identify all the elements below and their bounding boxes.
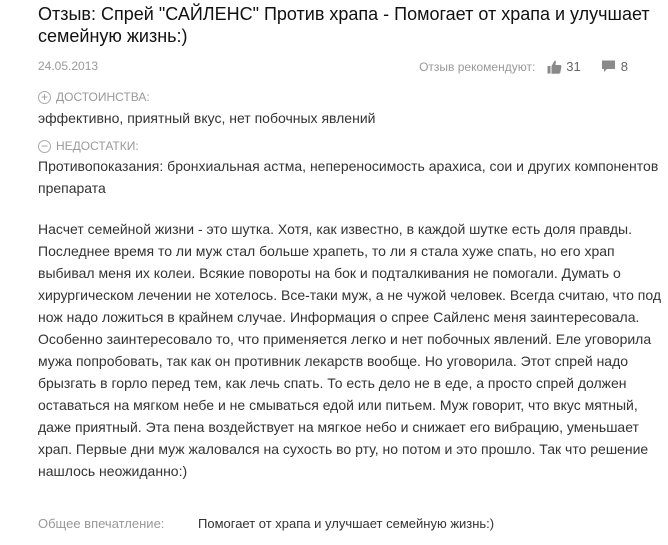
pros-text: эффективно, приятный вкус, нет побочных явлений (38, 110, 376, 126)
thumbs-up-icon (547, 60, 562, 74)
plus-circle-icon: + (38, 91, 51, 104)
pros-label: ДОСТОИНСТВА: (56, 90, 150, 104)
review-meta (38, 56, 668, 76)
recommend-block (419, 59, 628, 74)
cons-label: НЕДОСТАТКИ: (56, 139, 139, 153)
overall-label: Общее впечатление: (38, 516, 165, 531)
comments-count: 8 (620, 59, 628, 74)
cons-text: Противопоказания: бронхиальная астма, непереносимость арахиса, сои и других компонентов препарата (38, 158, 659, 196)
comment-icon (601, 60, 616, 73)
review-body: Насчет семейной жизни - это шутка. Хотя, как известно, в каждой шутке есть доля правды. Последнее время то ли муж стал больше храпеть, то ли я стала хуже спать, но его храп выбивал меня их колеи. Всякие повороты на бок и подталкивания не помогали. Думать о хирургическом лечении не хотелось. Все-таки муж, а не чужой человек. Всегда считаю, что под нож надо ложиться в крайнем случае. Информация о спрее Сайленс меня заинтересовала. Особенно заинтересовало то, что применяется легко и нет побочных явлений. Еле уговорила мужа попробовать, так как он противник лекарств вообще. Но уговорила. Этот спрей надо брызгать в горло перед тем, как лечь спать. То есть дело не в еде, а просто спрей должен оставаться на мягком небе и не смываться едой или питьем. Муж говорит, что вкус мятный, даже приятный. Эта пена воздействует на мягкое небо и снижает его вибрацию, уменьшает храп. Первые дни муж жаловался на сухость во рту, но потом и это прошло. Так что решение нашлось неожиданно:) (38, 221, 662, 479)
review-date: 24.05.2013 (38, 59, 99, 73)
likes-count: 31 (566, 59, 581, 74)
like-button[interactable] (547, 59, 580, 74)
review-card (38, 0, 668, 531)
cons-heading (38, 137, 668, 155)
overall-text: Помогает от храпа и улучшает семейную жизнь:) (198, 516, 495, 531)
comments-button[interactable] (601, 59, 628, 74)
minus-circle-icon: − (38, 140, 51, 153)
recommend-label: Отзыв рекомендуют: (419, 59, 536, 74)
review-title[interactable]: Отзыв: Спрей "САЙЛЕНС" Против храпа - Помогает от храпа и улучшает семейную жизнь:) (38, 4, 650, 46)
overall-impression (38, 516, 494, 531)
pros-heading (38, 88, 668, 106)
